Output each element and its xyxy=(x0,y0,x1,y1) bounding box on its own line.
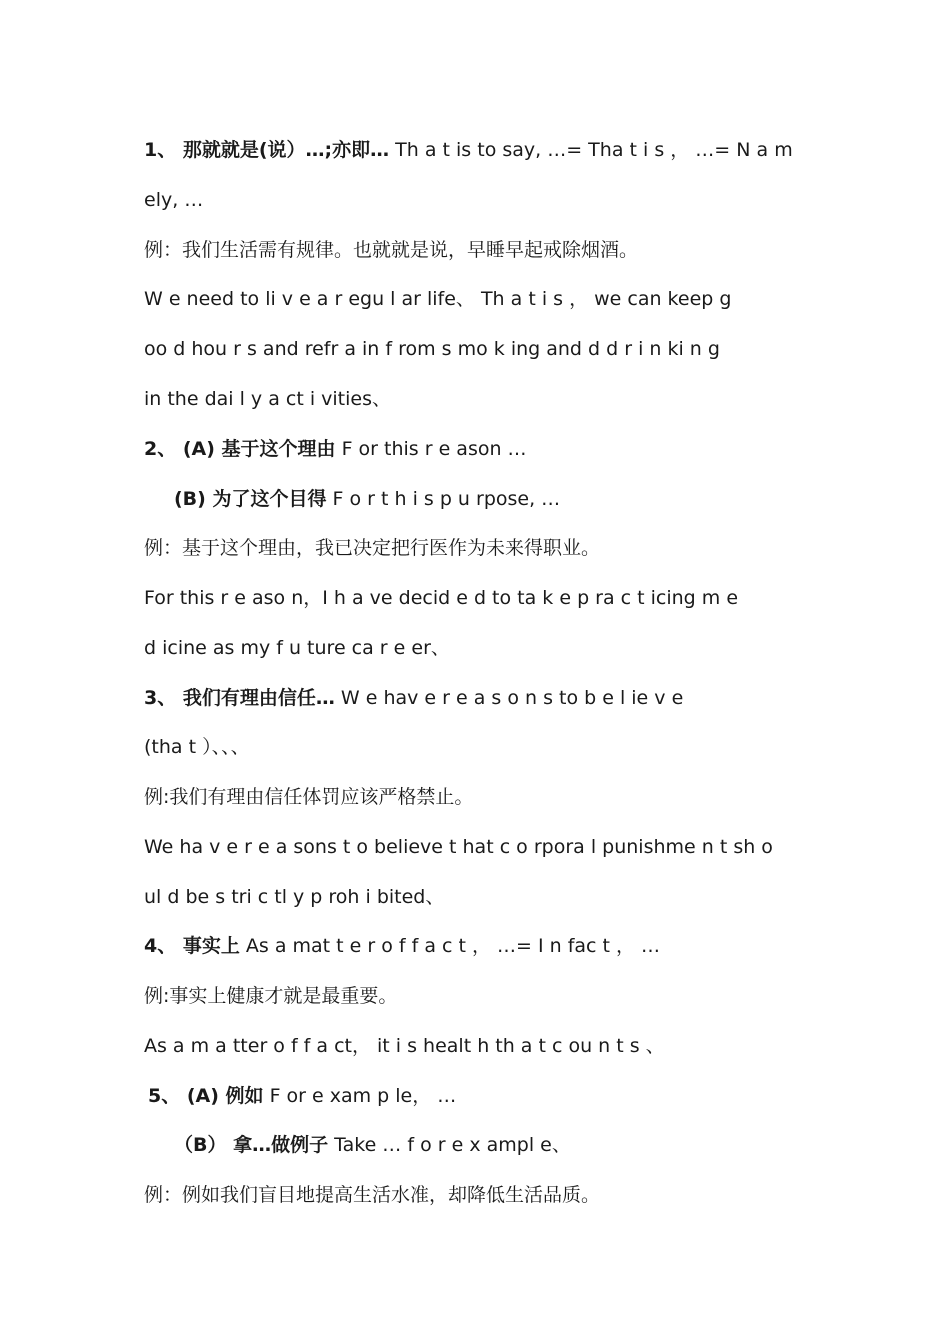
item-3-english: W e hav e r e a s o n s to b e l ie v e xyxy=(334,687,684,709)
item-2a-heading xyxy=(144,436,824,462)
item-5a-label: 5、 (A) 例如 xyxy=(148,1085,264,1107)
item-5a-english: F or e xam p le， … xyxy=(263,1085,457,1107)
item-2b-english: F o r t h i s p u rpose, … xyxy=(326,488,561,510)
item-5-example-cn: 例：例如我们盲目地提高生活水准，却降低生活品质。 xyxy=(144,1184,601,1206)
item-1-english: Th a t is to say, …= Tha t i s ， …= N a m xyxy=(389,139,793,161)
item-2a-english: F or this r e ason … xyxy=(335,438,527,460)
item-4-heading xyxy=(144,933,824,959)
item-2b-heading xyxy=(174,486,854,512)
item-2-example-en-line-2: d icine as my f u ture ca r e er、 xyxy=(144,637,450,659)
item-5b-heading xyxy=(174,1132,854,1158)
item-4-example-cn: 例:事实上健康才就是最重要。 xyxy=(144,985,398,1007)
item-2-example-cn: 例：基于这个理由，我已决定把行医作为未来得职业。 xyxy=(144,537,601,559)
item-3-continuation: (tha t ）、、、 xyxy=(144,736,250,758)
item-2b-label: (B) 为了这个目得 xyxy=(174,488,327,510)
item-5b-english: Take … f o r e x ampl e、 xyxy=(328,1134,571,1156)
item-1-example-cn: 例：我们生活需有规律。也就就是说，早睡早起戒除烟酒。 xyxy=(144,239,639,261)
item-1-continuation: ely, … xyxy=(144,189,204,211)
item-3-heading xyxy=(144,685,824,711)
item-2a-label: 2、 (A) 基于这个理由 xyxy=(144,438,336,460)
item-4-english: As a mat t e r o f f a c t ， …= I n fac t ， … xyxy=(239,935,661,957)
item-1-label: 1、 那就就是(说）…;亦即… xyxy=(144,139,390,161)
item-5a-heading xyxy=(148,1083,828,1109)
item-3-example-cn: 例:我们有理由信任体罚应该严格禁止。 xyxy=(144,786,474,808)
item-3-example-en-line-1: We ha v e r e a sons t o believe t hat c o rpora l punishme n t sh o xyxy=(144,836,773,858)
item-1-heading xyxy=(144,137,824,163)
item-2-example-en-line-1: For this r e aso n，I h a ve decid e d to ta k e p ra c t icing m e xyxy=(144,587,739,609)
item-1-example-en-line-2: oo d hou r s and refr a in f rom s mo k ing and d d r i n ki n g xyxy=(144,338,720,360)
item-1-example-en-line-3: in the dai l y a ct i vities、 xyxy=(144,388,391,410)
item-3-label: 3、 我们有理由信任… xyxy=(144,687,335,709)
item-3-example-en-line-2: ul d be s tri c tl y p roh i bited、 xyxy=(144,886,445,908)
item-1-example-en-line-1: W e need to li v e a r egu l ar life、 Th a t i s ， we can keep g xyxy=(144,288,732,310)
item-4-example-en: As a m a tter o f f a ct， it i s healt h th a t c ou n t s 、 xyxy=(144,1035,665,1057)
item-5b-label: （B） 拿…做例子 xyxy=(174,1134,329,1156)
item-4-label: 4、 事实上 xyxy=(144,935,240,957)
